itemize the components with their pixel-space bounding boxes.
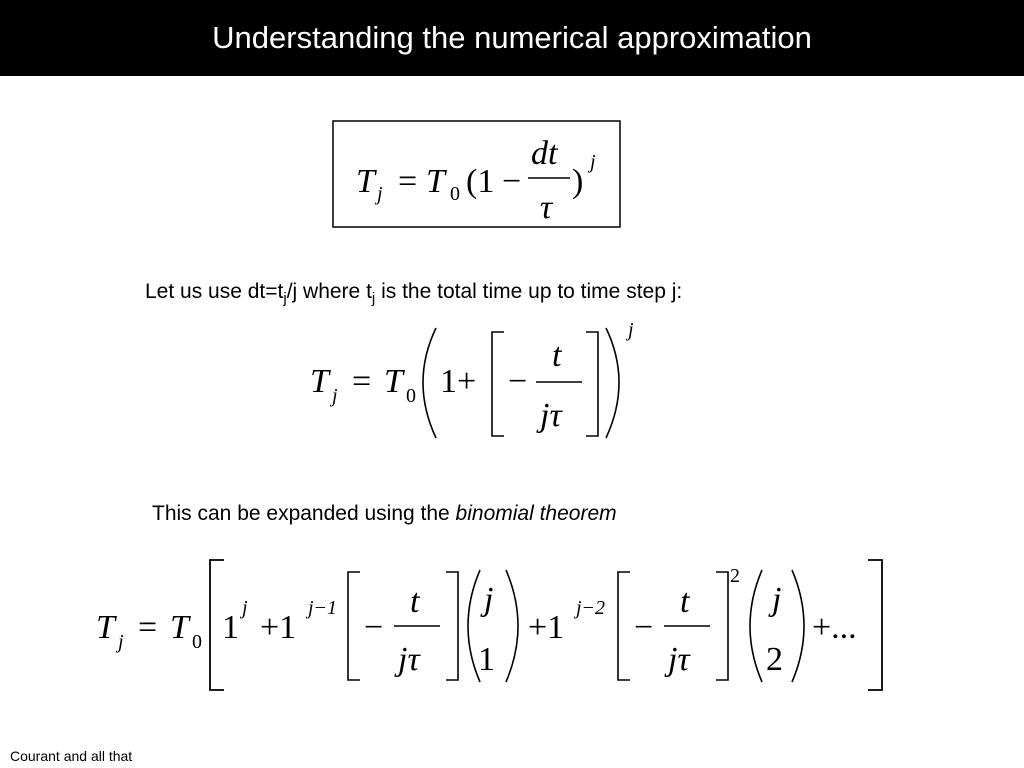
- eq1-exp-j: j: [590, 151, 596, 173]
- eq1-sub-0: 0: [450, 183, 460, 205]
- eq3-bracket2-left: [618, 572, 630, 680]
- eq3-binom2-left-paren: [750, 570, 762, 682]
- eq3-jtau-a: jτ: [398, 641, 420, 678]
- eq1-dt: dt: [531, 135, 558, 172]
- eq3-tail: +...: [812, 609, 857, 646]
- eq2-right-bracket: [586, 332, 598, 436]
- eq3-bracket2-right: [716, 572, 728, 680]
- eq3-one: 1: [222, 609, 239, 646]
- eq3-sub-j: j: [118, 631, 124, 653]
- eq2-sub-0: 0: [406, 385, 416, 407]
- eq3-exp-j: j: [242, 597, 248, 619]
- eq1-minus: −: [502, 163, 522, 200]
- eq3-plus-one-b: +1: [528, 609, 565, 646]
- eq1-T0: T: [426, 163, 445, 200]
- eq1-open-one: (1: [466, 163, 495, 200]
- text-binomial-line: This can be expanded using the binomial theorem: [152, 502, 617, 525]
- eq3-minus-a: −: [364, 609, 384, 646]
- eq1-tau: τ: [540, 189, 553, 226]
- slide-footer: Courant and all that: [10, 748, 133, 764]
- eq3-exp-square: 2: [730, 565, 740, 587]
- eq3-jtau-b: jτ: [668, 641, 690, 678]
- slide-title: Understanding the numerical approximation: [212, 20, 812, 55]
- eq3-binom2-bottom: 2: [766, 641, 783, 678]
- eq3-binom2-right-paren: [792, 570, 804, 682]
- eq1-T: T: [356, 163, 375, 200]
- eq3-t-a: t: [410, 583, 420, 620]
- eq2-right-paren: [606, 328, 619, 438]
- text-substitution-line: Let us use $dt=t_j/j$ where $t_j$ is the total time up to time step j:: [145, 280, 683, 307]
- eq2-minus: −: [508, 363, 528, 400]
- eq3-minus-b: −: [634, 609, 654, 646]
- eq2-jtau: jτ: [540, 397, 562, 434]
- eq1-sub-j: j: [377, 183, 383, 205]
- eq1-close: ): [572, 163, 584, 200]
- eq2-T0: T: [384, 363, 403, 400]
- eq3-binom1-bottom: 1: [478, 641, 495, 678]
- equation-binomial-expansion: [92, 556, 892, 696]
- slide-title-bar: [0, 0, 1024, 76]
- eq3-outer-right-bracket: [868, 560, 882, 690]
- eq3-bracket1-left: [348, 572, 360, 680]
- eq3-T: T: [96, 609, 115, 646]
- eq2-one-plus: 1+: [440, 363, 477, 400]
- eq2-left-paren: [423, 328, 436, 438]
- eq2-left-bracket: [492, 332, 504, 436]
- eq3-exp-jm2: j−2: [576, 597, 606, 619]
- eq3-binom2-top: j: [772, 581, 782, 618]
- eq3-binom1-right-paren: [506, 570, 518, 682]
- equation-boxed-recurrence: [332, 120, 622, 230]
- eq3-binom1-top: j: [484, 581, 494, 618]
- eq2-equals: =: [352, 363, 372, 400]
- eq3-exp-jm1: j−1: [308, 597, 338, 619]
- eq3-t-b: t: [680, 583, 690, 620]
- equation-substituted: [300, 318, 645, 448]
- eq2-T: T: [310, 363, 329, 400]
- eq2-sub-j: j: [332, 385, 338, 407]
- eq3-equals: =: [138, 609, 158, 646]
- eq3-sub-0: 0: [192, 631, 202, 653]
- eq1-equals: =: [398, 163, 418, 200]
- eq3-plus-one-a: +1: [260, 609, 297, 646]
- eq3-T0: T: [170, 609, 189, 646]
- eq2-exp-j: j: [628, 319, 634, 341]
- eq2-t: t: [552, 337, 562, 374]
- eq3-bracket1-right: [446, 572, 458, 680]
